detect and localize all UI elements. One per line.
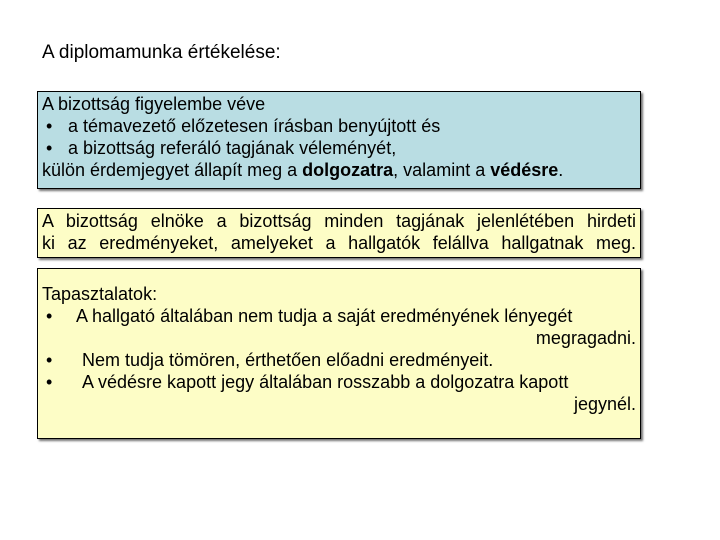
evaluation-box: [37, 91, 641, 189]
slide-title: A diplomamunka értékelése:: [42, 42, 281, 63]
announcement-box: [37, 208, 641, 258]
bullet-icon: •: [46, 372, 53, 392]
list-item: [42, 371, 636, 393]
list-item-text: a bizottság referáló tagjának véleményét,: [68, 138, 397, 158]
list-item: [42, 349, 636, 371]
list-item-text: a témavezető előzetesen írásban benyújtott és: [68, 116, 441, 136]
bullet-icon: •: [46, 138, 53, 158]
closing-bold-defense: védésre: [490, 160, 559, 180]
list-item-text: A hallgató általában nem tudja a saját eredményének lényegét: [76, 306, 573, 326]
list-item-continuation: jegynél.: [573, 394, 636, 414]
bullet-icon: •: [46, 116, 53, 136]
list-item: [42, 137, 636, 159]
list-item-continuation: megragadni.: [535, 328, 636, 348]
closing-text: , valamint a: [393, 160, 491, 180]
list-item: [42, 305, 636, 327]
list-item-text: A védésre kapott jegy általában rosszabb a dolgozatra kapott: [82, 372, 569, 392]
announcement-line: ki az eredményeket, amelyeket a hallgatók felállva hallgatnak meg.: [42, 233, 636, 253]
list-item-text: Nem tudja tömören, érthetően előadni eredményeit.: [82, 350, 494, 370]
experiences-box: [37, 268, 641, 439]
closing-text: .: [558, 160, 564, 180]
evaluation-intro: A bizottság figyelembe véve: [42, 94, 266, 114]
closing-text: külön érdemjegyet állapít meg a: [42, 160, 303, 180]
evaluation-closing: [42, 159, 636, 181]
experiences-heading: Tapasztalatok:: [42, 284, 158, 304]
announcement-line: A bizottság elnöke a bizottság minden tagjának jelenlétében hirdeti: [42, 211, 636, 231]
bullet-icon: •: [46, 306, 53, 326]
closing-bold-thesis: dolgozatra: [302, 160, 394, 180]
bullet-icon: •: [46, 350, 53, 370]
list-item: [42, 115, 636, 137]
